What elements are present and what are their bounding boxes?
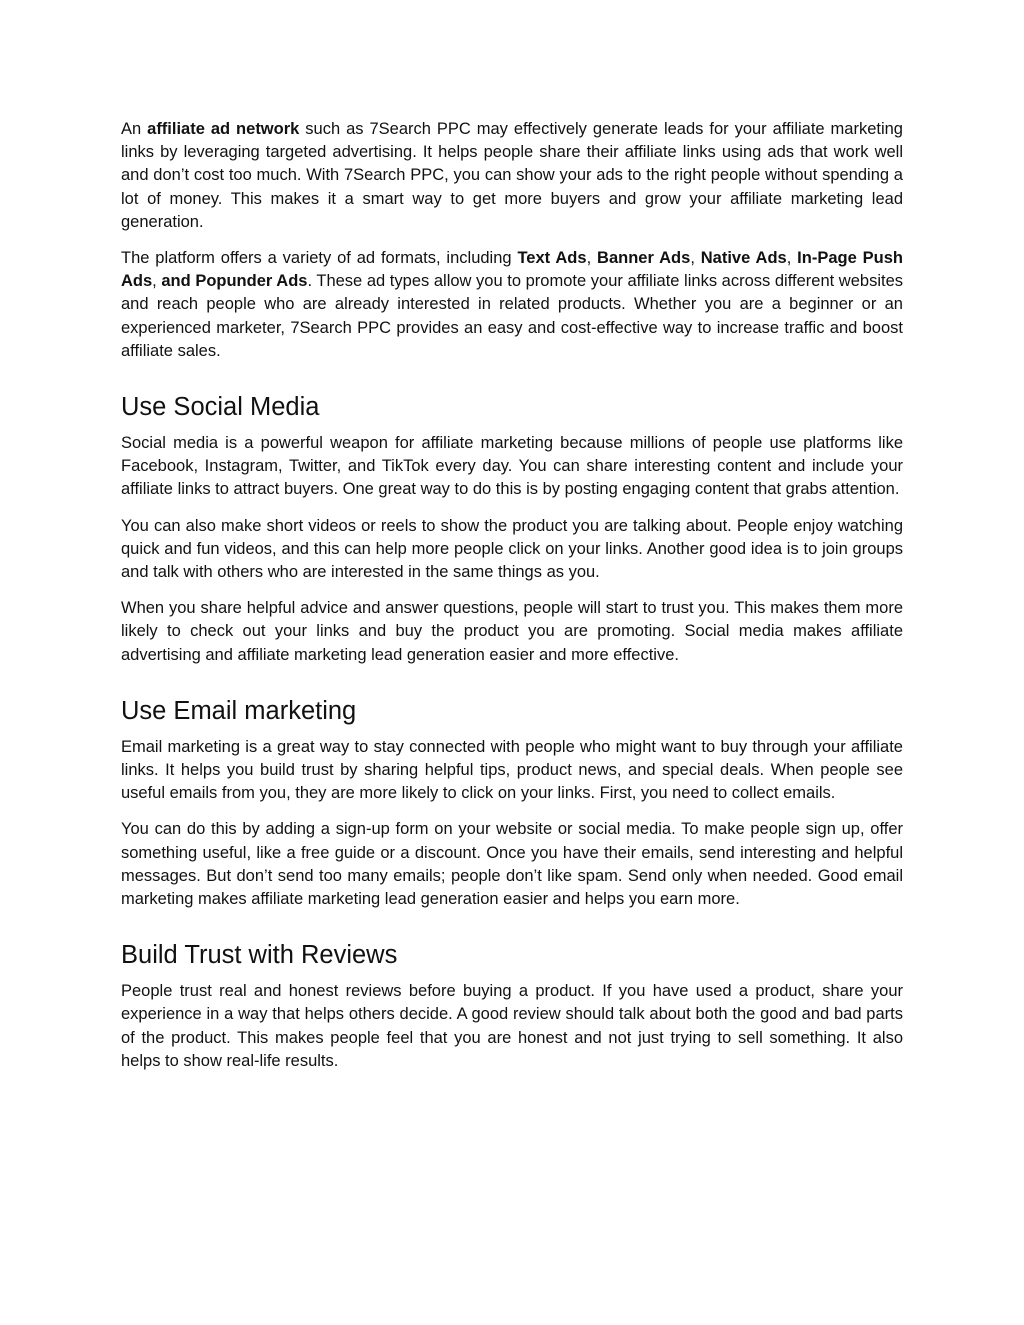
social-paragraph-3: When you share helpful advice and answer questions, people will start to trust you. This makes them more likely to check out your links and buy the product you are promoting. Social media makes affiliate advertising and affiliate marketing lead generation easier and more effective. [121, 599, 903, 664]
bold-term-native-ads: Native Ads [700, 249, 787, 268]
text-run: . These ad types allow you to promote your affiliate links across different websites and reach people who are already interested in related products. Whether you are a beginner or an experienced marketer, 7Search PPC provides an easy and cost-effective way to increase traffic and boost affiliate sales. [121, 272, 904, 360]
email-paragraph-1: Email marketing is a great way to stay connected with people who might want to buy through your affiliate links. It helps you build trust by sharing helpful tips, product news, and special deals. When people see useful emails from you, they are more likely to click on your links. First, you need to collect emails. [121, 737, 903, 803]
bold-term-affiliate-ad-network: affiliate ad network [147, 120, 300, 138]
bold-term-text-ads: Text Ads [517, 249, 587, 268]
text-run: , [152, 272, 162, 291]
social-paragraph-2: You can also make short videos or reels to show the product you are talking about. People enjoy watching quick and fun videos, and this can help more people click on your links. Another good idea is to join groups and talk with others who are interested in the same things as you. [121, 516, 903, 582]
section-heading-social-media: Use Social Media [121, 393, 320, 422]
document-page [121, 118, 903, 1086]
text-run: such as 7Search PPC may effectively generate leads for your affiliate marketing links by leveraging targeted advertising. It helps people share their affiliate links using ads that work well and don’t cost too much. With 7Search PPC, you can show your ads to the right people without spending a lot of money. This makes it a smart way to get more buyers and grow your affiliate marketing lead generation. [121, 120, 903, 231]
reviews-paragraph-1: People trust real and honest reviews before buying a product. If you have used a product, share your experience in a way that helps others decide. A good review should talk about both the good and bad parts of the product. This makes people feel that you are honest and not just trying to sell something. It also helps to show real-life results. [121, 982, 903, 1070]
text-run: , [690, 249, 701, 268]
section-heading-reviews: Build Trust with Reviews [121, 941, 398, 970]
text-run: The platform offers a variety of ad formats, including [121, 249, 518, 268]
section-heading-email-marketing: Use Email marketing [121, 696, 357, 725]
text-run: , [786, 249, 798, 268]
text-run: , [586, 249, 598, 268]
bold-term-banner-ads: Banner Ads [597, 249, 691, 268]
intro-paragraph-1 [121, 118, 903, 234]
bold-term-popunder-ads: and Popunder Ads [161, 272, 308, 291]
email-paragraph-2: You can do this by adding a sign-up form on your website or social media. To make people sign up, offer something useful, like a free guide or a discount. Once you have their emails, send interesting and helpful messages. But don’t send too many emails; people don’t like spam. Send only when needed. Good email marketing makes affiliate marketing lead generation easier and helps you earn more. [121, 820, 903, 909]
social-paragraph-1: Social media is a powerful weapon for affiliate marketing because millions of people use platforms like Facebook, Instagram, Twitter, and TikTok every day. You can share interesting content and include your affiliate links to attract buyers. One great way to do this is by posting engaging content that grabs attention. [121, 434, 903, 499]
text-run: An [121, 120, 148, 138]
intro-paragraph-2 [121, 247, 903, 363]
bold-term-in-page-push-ads: In-Page Push Ads [121, 249, 903, 291]
